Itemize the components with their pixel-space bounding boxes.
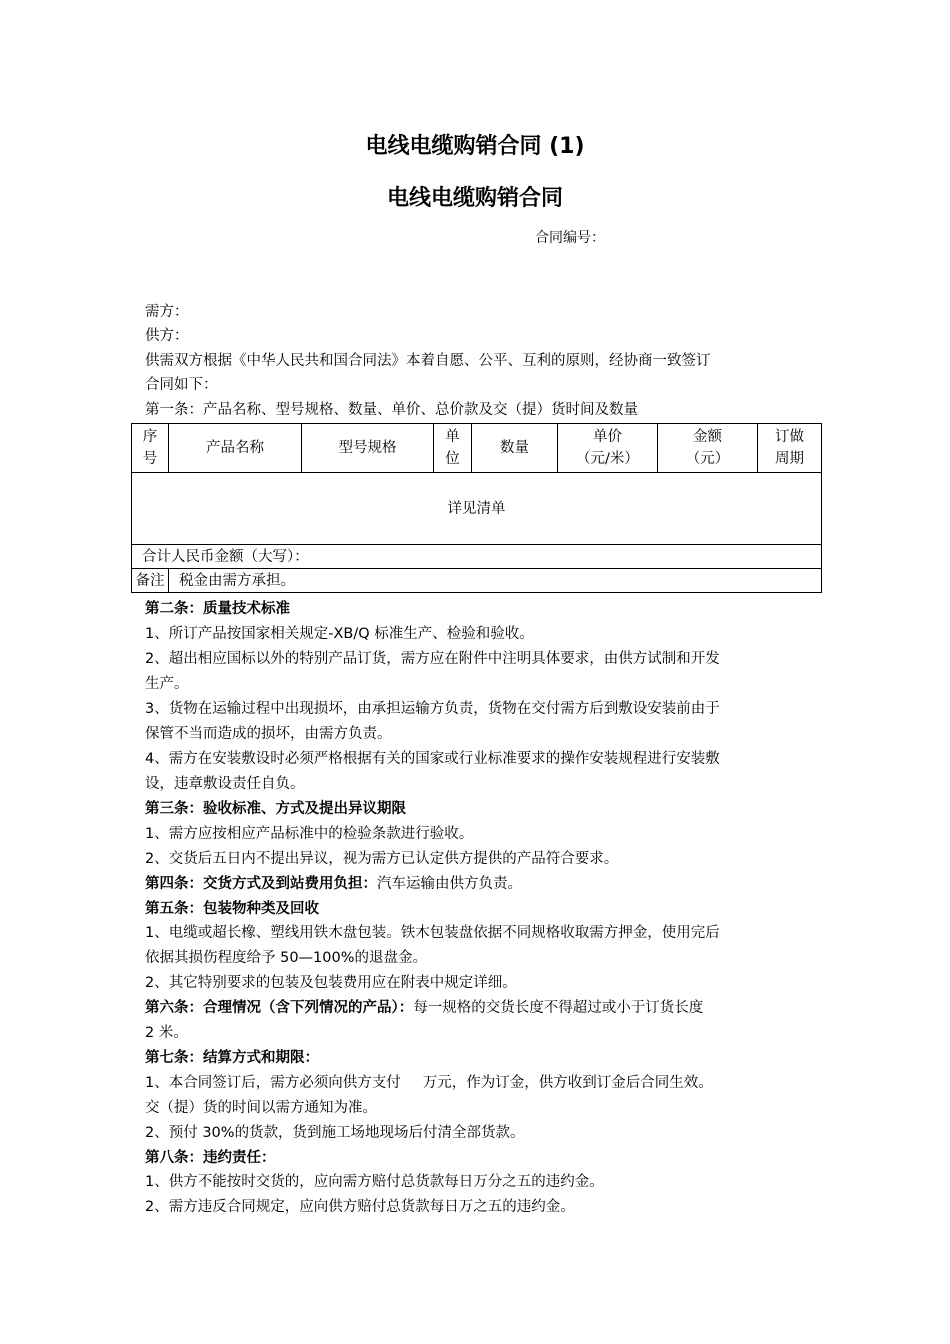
article6-text: 每一规格的交货长度不得超过或小于订货长度 (413, 1000, 704, 1016)
article2-item-3b: 保管不当而造成的损坏，由需方负责。 (145, 726, 392, 742)
article2-item-4b: 设，违章敷设责任自负。 (145, 776, 305, 792)
intro-line-2: 合同如下： (145, 377, 218, 393)
article4-text: 汽车运输由供方负责。 (377, 876, 522, 892)
header-cell-unit-price: 单价 （元/米） (558, 424, 658, 473)
buyer-label: 需方： (145, 304, 189, 320)
article4-title: 第四条：交货方式及到站费用负担： (145, 876, 377, 892)
header-cell-model: 型号规格 (302, 424, 434, 473)
article7-title: 第七条：结算方式和期限： (145, 1050, 319, 1066)
header-cell-amount: 金额 （元） (658, 424, 758, 473)
article5-item-2: 2、其它特别要求的包装及包装费用应在附表中规定详细。 (145, 975, 517, 991)
table-remark-row (132, 569, 822, 593)
table-header-row (132, 424, 822, 473)
header-cell-index: 序 号 (132, 424, 169, 473)
article3-item-1: 1、需方应按相应产品标准中的检验条款进行验收。 (145, 826, 474, 842)
article8-item-1: 1、供方不能按时交货的，应向需方赔付总货款每日万分之五的违约金。 (145, 1174, 604, 1190)
table-total-row (132, 545, 822, 569)
article3-title: 第三条：验收标准、方式及提出异议期限 (145, 801, 406, 817)
article6-line (145, 997, 815, 1019)
article2-title: 第二条：质量技术标准 (145, 601, 290, 617)
intro-line-1: 供需双方根据《中华人民共和国合同法》本着自愿、公平、互利的原则，经协商一致签订 (145, 353, 711, 369)
article8-title: 第八条：违约责任： (145, 1150, 276, 1166)
remark-label-cell: 备注 (132, 569, 169, 593)
table-detail-row (132, 473, 822, 545)
article7-item-1a: 1、本合同签订后，需方必须向供方支付 万元，作为订金，供方收到订金后合同生效。 (145, 1075, 713, 1091)
total-amount-cell: 合计人民币金额（大写）： (132, 545, 822, 569)
header-cell-product: 产品名称 (169, 424, 302, 473)
remark-text-cell: 税金由需方承担。 (169, 569, 822, 593)
header-cell-period: 订做 周期 (758, 424, 822, 473)
article6-title: 第六条：合理情况（含下列情况的产品）： (145, 1000, 414, 1016)
goods-table (131, 423, 822, 593)
article5-item-1b: 依据其损伤程度给予 50—100%的退盘金。 (145, 950, 428, 966)
article2-item-4a: 4、需方在安装敷设时必须严格根据有关的国家或行业标准要求的操作安装规程进行安装敷 (145, 751, 720, 767)
article8-item-2: 2、需方违反合同规定，应向供方赔付总货款每日万之五的违约金。 (145, 1199, 575, 1215)
article2-item-2a: 2、超出相应国标以外的特别产品订货，需方应在附件中注明具体要求，由供方试制和开发 (145, 651, 720, 667)
contract-title: 电线电缆购销合同 (386, 186, 563, 211)
seller-label: 供方： (145, 328, 189, 344)
article2-item-2b: 生产。 (145, 676, 189, 692)
article3-item-2: 2、交货后五日内不提出异议，视为需方已认定供方提供的产品符合要求。 (145, 851, 619, 867)
detail-cell: 详见清单 (132, 473, 822, 545)
article4-line (145, 873, 815, 895)
header-cell-quantity: 数量 (472, 424, 558, 473)
article5-item-1a: 1、电缆或超长橡、塑线用铁木盘包装。铁木包装盘依据不同规格收取需方押金，使用完后 (145, 925, 720, 941)
article7-item-2: 2、预付 30%的货款，货到施工场地现场后付清全部货款。 (145, 1125, 525, 1141)
document-title: 电线电缆购销合同 (1) (365, 134, 585, 159)
header-cell-unit: 单 位 (434, 424, 472, 473)
article1-heading: 第一条：产品名称、型号规格、数量、单价、总价款及交（提）货时间及数量 (145, 402, 638, 418)
contract-number-label: 合同编号： (535, 230, 605, 246)
article5-title: 第五条：包装物种类及回收 (145, 901, 319, 917)
article6-text-2: 2 米。 (145, 1025, 188, 1041)
article7-item-1b: 交（提）货的时间以需方通知为准。 (145, 1100, 377, 1116)
article2-item-3a: 3、货物在运输过程中出现损坏，由承担运输方负责，货物在交付需方后到敷设安装前由于 (145, 701, 720, 717)
article2-item-1: 1、所订产品按国家相关规定-XB/Q 标准生产、检验和验收。 (145, 626, 534, 642)
